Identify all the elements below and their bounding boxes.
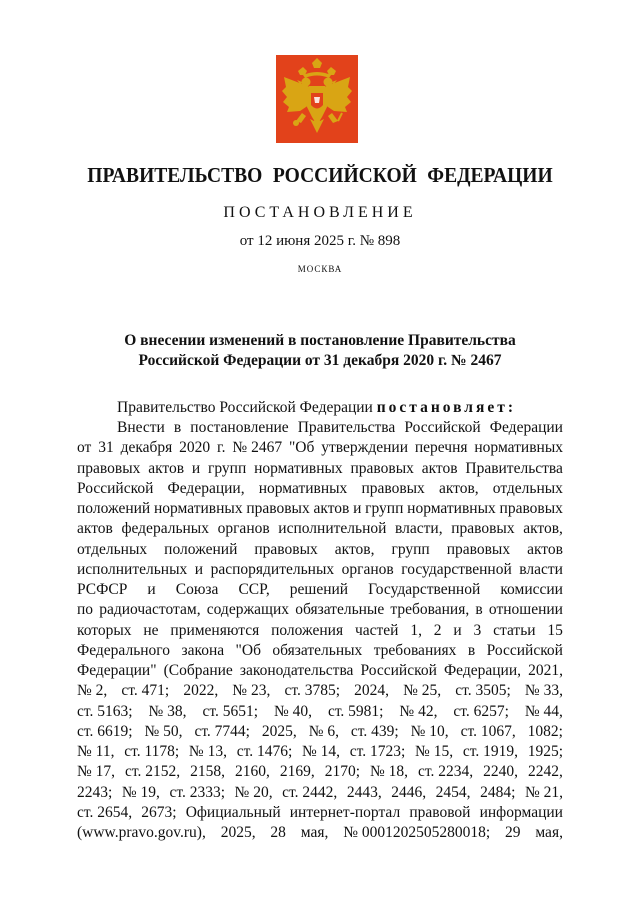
- body-word: 2020: [179, 439, 211, 457]
- body-word: содержащих: [206, 601, 290, 619]
- body-word: ст. 1067,: [460, 722, 516, 740]
- body-line: [77, 823, 563, 843]
- body-word: по: [77, 601, 94, 619]
- body-word: Внести: [117, 419, 165, 436]
- body-word: власти: [519, 560, 563, 578]
- body-word: ст. 6619;: [77, 722, 133, 740]
- body-word: 2240,: [483, 763, 519, 781]
- body-word: ст. 1919,: [462, 743, 518, 760]
- body-word: ст. 2333;: [169, 783, 225, 801]
- document-date-number: от 12 июня 2025 г. № 898: [239, 233, 401, 249]
- body-word: нормативных: [407, 500, 496, 517]
- body-word: ст. 2152,: [125, 763, 181, 781]
- body-line: [77, 641, 563, 661]
- body-word: № 23,: [232, 682, 271, 700]
- body-word: правовых: [246, 500, 310, 517]
- body-word: 29: [505, 824, 521, 841]
- subject-line-2: Российской Федерации от 31 декабря 2020 г. № 2467: [138, 352, 502, 369]
- body-word: Российской: [404, 419, 481, 436]
- body-word: отдельных: [492, 479, 563, 497]
- body-word: и: [191, 459, 201, 477]
- body-word: (Собрание: [163, 662, 233, 679]
- body-word: 2673;: [141, 803, 177, 821]
- body-word: ст. 1723;: [349, 743, 406, 760]
- body-word: ст. 5651;: [202, 702, 259, 720]
- body-word: Федерального: [77, 641, 171, 659]
- body-word: положения: [271, 621, 344, 639]
- body-word: № 19,: [121, 783, 160, 801]
- body-word: комиссии: [500, 581, 563, 598]
- body-word: не: [143, 621, 159, 639]
- body-word: № 20,: [234, 783, 273, 801]
- body-word: Правительства: [465, 459, 563, 477]
- body-word: № 17,: [77, 763, 116, 781]
- body-word: № 42,: [399, 702, 438, 720]
- body-word: законодательства: [239, 662, 354, 679]
- government-title: ПРАВИТЕЛЬСТВО РОССИЙСКОЙ ФЕДЕРАЦИИ: [87, 163, 553, 187]
- body-line: [77, 459, 563, 479]
- body-word: положений: [164, 540, 238, 558]
- body-word: 2025,: [261, 722, 297, 740]
- body-word: 31: [98, 439, 114, 457]
- body-word: 2: [433, 621, 442, 639]
- body-word: власти,: [395, 520, 443, 538]
- body-word: № 2,: [77, 682, 108, 700]
- body-word: и: [353, 500, 362, 517]
- body-word: ст. 2442,: [282, 783, 338, 801]
- body-line: [77, 803, 563, 823]
- body-line: [77, 621, 563, 641]
- body-word: Федерации,: [443, 662, 522, 679]
- body-word: ст. 439;: [350, 722, 399, 740]
- body-word: 15: [547, 621, 563, 639]
- body-word: групп: [365, 500, 404, 517]
- body-word: и: [147, 581, 156, 598]
- body-word: 2443,: [346, 783, 382, 801]
- body-word: правовых: [361, 479, 425, 497]
- body-line: [77, 580, 563, 600]
- body-word: групп: [391, 540, 430, 558]
- subject-line-1: О внесении изменений в постановление Правительства: [124, 332, 516, 349]
- body-word: 2021,: [528, 662, 563, 679]
- body-line: [77, 783, 563, 803]
- body-word: 1,: [410, 621, 422, 639]
- body-word: актов: [421, 459, 458, 477]
- body-word: Официальный: [185, 803, 281, 821]
- body-word: Федерации,: [167, 479, 245, 497]
- preamble-text: Правительство Российской Федерации: [117, 399, 377, 416]
- body-word: № 6,: [308, 722, 339, 740]
- preamble: [117, 399, 516, 417]
- body-word: групп: [208, 459, 247, 477]
- body-word: органов: [217, 520, 270, 538]
- body-word: 2169,: [279, 763, 315, 781]
- body-word: Российской: [77, 479, 154, 497]
- body-word: и: [194, 560, 204, 578]
- body-word: № 33,: [524, 682, 563, 700]
- body-line: [77, 702, 563, 722]
- body-word: ст. 2654,: [77, 803, 133, 821]
- body-word: Федерации": [77, 662, 157, 679]
- document-type: ПОСТАНОВЛЕНИЕ: [223, 204, 417, 221]
- body-word: которых: [77, 621, 132, 639]
- body-word: нормативных: [153, 500, 243, 517]
- body-word: 1082;: [527, 722, 563, 740]
- body-line: [77, 499, 563, 519]
- body-word: и: [453, 621, 462, 639]
- body-word: положений: [77, 500, 151, 517]
- body-word: обязательных: [272, 641, 363, 659]
- body-word: актов,: [334, 540, 375, 558]
- body-word: правовых: [446, 540, 511, 558]
- body-word: 2484;: [480, 783, 516, 801]
- body-word: 28: [270, 824, 286, 841]
- body-word: № 21,: [524, 783, 563, 801]
- body-word: № 11,: [77, 743, 115, 760]
- body-word: радиочастотам,: [99, 601, 201, 619]
- body-word: актов: [148, 459, 185, 477]
- body-word: ССР,: [238, 581, 270, 598]
- body-word: Государственной: [368, 581, 481, 598]
- body-word: применяются: [170, 621, 260, 639]
- body-line: [77, 742, 563, 762]
- body-word: 2242,: [528, 763, 563, 781]
- body-word: 2454,: [435, 783, 471, 801]
- body-word: г.: [217, 439, 226, 457]
- body-word: 2446,: [391, 783, 427, 801]
- body-word: нормативных: [258, 479, 348, 497]
- body-word: 2025,: [220, 824, 256, 841]
- body-word: федеральных: [121, 520, 209, 538]
- body-line: [77, 661, 563, 681]
- body-word: ст. 6257;: [453, 702, 509, 720]
- body-word: правовой: [409, 803, 471, 821]
- body-word: 1925;: [527, 743, 563, 760]
- body-word: № 0001202505280018;: [343, 824, 491, 841]
- body-word: утверждении: [321, 439, 408, 457]
- body-word: 3: [473, 621, 482, 639]
- body-word: актов: [77, 520, 113, 538]
- body-word: правовых: [499, 500, 563, 517]
- body-word: правовых: [77, 459, 141, 477]
- body-word: Федерации: [489, 419, 563, 436]
- body-word: декабря: [120, 439, 173, 457]
- body-line: [77, 540, 563, 560]
- body-line: [77, 479, 563, 499]
- body-word: актов: [313, 500, 350, 517]
- body-line: [77, 681, 563, 701]
- body-word: исполнительных: [77, 560, 188, 578]
- body-word: Российской: [360, 662, 437, 679]
- body-word: мая,: [300, 824, 329, 841]
- body-word: Российской: [486, 641, 563, 659]
- body-word: № 40,: [273, 702, 312, 720]
- body-word: № 15,: [415, 743, 454, 760]
- body-word: 2158,: [190, 763, 226, 781]
- body-word: РСФСР: [77, 581, 128, 598]
- body-word: 2160,: [235, 763, 270, 781]
- body-word: в: [475, 601, 483, 619]
- preamble-keyword: постановляет:: [376, 399, 517, 416]
- body-word: требованиях: [373, 641, 457, 659]
- document-city: МОСКВА: [297, 264, 343, 274]
- body-word: от: [77, 439, 92, 457]
- body-line: [77, 762, 563, 782]
- body-word: решений: [289, 581, 349, 598]
- body-line: [77, 438, 563, 458]
- body-word: в: [173, 419, 182, 436]
- body-word: статьи: [493, 621, 536, 639]
- body-word: ст. 471;: [121, 682, 170, 700]
- body-word: № 18,: [370, 763, 409, 781]
- body-word: № 44,: [524, 702, 563, 720]
- body-word: № 10,: [410, 722, 449, 740]
- body-word: 2243;: [77, 783, 113, 801]
- body-word: актов: [527, 540, 563, 558]
- body-word: органов: [341, 560, 394, 578]
- body-word: № 13,: [188, 743, 227, 760]
- body-word: правовых: [350, 459, 414, 477]
- body-word: "Об: [288, 439, 315, 457]
- body-word: ст. 7744;: [194, 722, 250, 740]
- body-word: актов,: [523, 520, 563, 538]
- body-word: Правительства: [297, 419, 396, 436]
- body-line: [77, 600, 563, 620]
- body-word: № 38,: [148, 702, 187, 720]
- body-line: [77, 519, 563, 539]
- body-word: правовых: [254, 540, 318, 558]
- document-subject: [0, 331, 640, 371]
- body-word: ст. 1178;: [124, 743, 180, 760]
- body-word: ст. 3785;: [284, 682, 340, 700]
- russian-coat-of-arms-icon: [276, 55, 358, 143]
- body-word: исполнительной: [278, 520, 387, 538]
- body-word: требования,: [390, 601, 470, 619]
- body-word: ст. 1476;: [236, 743, 293, 760]
- body-paragraph: [77, 418, 563, 843]
- body-word: интернет-портал: [289, 803, 401, 821]
- body-word: ст. 5981;: [327, 702, 384, 720]
- body-word: обязательные: [295, 601, 385, 619]
- body-word: мая,: [535, 824, 563, 841]
- body-word: 2024,: [354, 682, 389, 700]
- body-word: в: [467, 641, 476, 659]
- body-word: закона: [181, 641, 225, 659]
- body-word: ст. 2234,: [418, 763, 474, 781]
- body-word: ст. 5163;: [77, 702, 133, 720]
- body-word: 2170;: [324, 763, 361, 781]
- body-word: № 14,: [301, 743, 341, 760]
- body-word: № 50,: [144, 722, 183, 740]
- body-word: № 2467: [232, 439, 283, 457]
- body-word: (www.pravo.gov.ru),: [77, 824, 206, 841]
- body-word: отношении: [488, 601, 563, 619]
- body-word: 2022,: [183, 682, 219, 700]
- body-word: частей: [354, 621, 399, 639]
- body-word: № 25,: [403, 682, 442, 700]
- body-word: перечня: [414, 439, 468, 457]
- body-line: [77, 560, 563, 580]
- body-line: [77, 418, 563, 438]
- body-word: информации: [479, 803, 563, 821]
- body-word: постановление: [190, 419, 289, 436]
- body-word: правовых: [451, 520, 515, 538]
- body-word: распорядительных: [210, 560, 335, 578]
- body-line: [77, 722, 563, 742]
- body-word: ст. 3505;: [455, 682, 511, 700]
- body-word: Союза: [175, 581, 219, 598]
- body-word: нормативных: [254, 459, 343, 477]
- body-word: актов,: [438, 479, 479, 497]
- body-word: "Об: [235, 641, 261, 659]
- body-word: отдельных: [77, 540, 148, 558]
- body-word: нормативных: [474, 439, 563, 457]
- body-word: государственной: [401, 560, 512, 578]
